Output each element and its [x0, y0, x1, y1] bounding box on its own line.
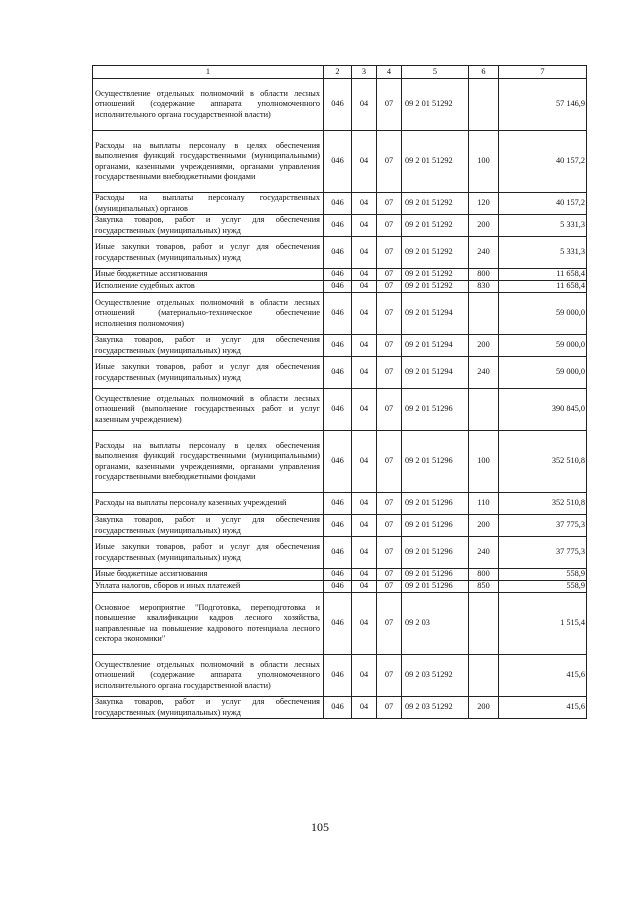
table-row — [93, 335, 587, 357]
row-code: 046 — [324, 593, 352, 655]
row-section: 04 — [352, 357, 377, 389]
row-expense-type: 200 — [469, 335, 499, 357]
row-expense-type — [469, 79, 499, 131]
row-code: 046 — [324, 537, 352, 569]
row-subsection: 07 — [377, 357, 402, 389]
header-col-5: 5 — [402, 66, 469, 79]
row-name: Закупка товаров, работ и услуг для обеспечения государственных (муниципальных) нужд — [93, 335, 324, 357]
row-code: 046 — [324, 493, 352, 515]
row-subsection: 07 — [377, 237, 402, 269]
row-section: 04 — [352, 515, 377, 537]
row-article: 09 2 03 51292 — [402, 655, 469, 697]
row-article: 09 2 01 51296 — [402, 581, 469, 593]
table-row — [93, 593, 587, 655]
row-code: 046 — [324, 293, 352, 335]
table-row — [93, 281, 587, 293]
row-name: Основное мероприятие "Подготовка, переподготовка и повышение квалификации кадров лесного хозяйства, направленные на повышение кадрового потенциала лесного сектора экономики" — [93, 593, 324, 655]
row-name: Закупка товаров, работ и услуг для обеспечения государственных (муниципальных) нужд — [93, 697, 324, 719]
row-expense-type: 110 — [469, 493, 499, 515]
row-section: 04 — [352, 293, 377, 335]
row-expense-type — [469, 293, 499, 335]
table-row — [93, 293, 587, 335]
row-subsection: 07 — [377, 431, 402, 493]
row-code: 046 — [324, 357, 352, 389]
row-sum: 415,6 — [499, 655, 587, 697]
row-article: 09 2 01 51294 — [402, 357, 469, 389]
row-code: 046 — [324, 431, 352, 493]
table-header — [93, 66, 587, 79]
header-col-3: 3 — [352, 66, 377, 79]
row-code: 046 — [324, 569, 352, 581]
table-row — [93, 237, 587, 269]
row-section: 04 — [352, 431, 377, 493]
row-subsection: 07 — [377, 655, 402, 697]
row-sum: 11 658,4 — [499, 269, 587, 281]
row-name: Иные закупки товаров, работ и услуг для обеспечения государственных (муниципальных) нужд — [93, 237, 324, 269]
row-article: 09 2 03 — [402, 593, 469, 655]
row-expense-type: 200 — [469, 215, 499, 237]
table-row — [93, 655, 587, 697]
row-name: Расходы на выплаты персоналу в целях обеспечения выполнения функций государственными (муниципальными) органами, казенными учреждениями, органами управления государственными внебюджетными фондами — [93, 431, 324, 493]
row-code: 046 — [324, 281, 352, 293]
row-sum: 37 775,3 — [499, 515, 587, 537]
table-row — [93, 389, 587, 431]
row-subsection: 07 — [377, 569, 402, 581]
row-name: Расходы на выплаты персоналу в целях обеспечения выполнения функций государственными (муниципальными) органами, казенными учреждениями, органами управления государственными внебюджетными фондами — [93, 131, 324, 193]
row-subsection: 07 — [377, 389, 402, 431]
row-section: 04 — [352, 193, 377, 215]
table-row — [93, 581, 587, 593]
row-name: Расходы на выплаты персоналу государственных (муниципальных) органов — [93, 193, 324, 215]
row-sum: 37 775,3 — [499, 537, 587, 569]
row-section: 04 — [352, 389, 377, 431]
row-article: 09 2 01 51292 — [402, 131, 469, 193]
table-row — [93, 537, 587, 569]
row-section: 04 — [352, 493, 377, 515]
row-article: 09 2 01 51292 — [402, 237, 469, 269]
row-expense-type: 200 — [469, 515, 499, 537]
table-row — [93, 697, 587, 719]
row-name: Осуществление отдельных полномочий в области лесных отношений (содержание аппарата уполномоченного исполнительного органа государственной власти) — [93, 79, 324, 131]
header-col-4: 4 — [377, 66, 402, 79]
row-subsection: 07 — [377, 293, 402, 335]
row-section: 04 — [352, 335, 377, 357]
row-subsection: 07 — [377, 269, 402, 281]
row-expense-type: 100 — [469, 431, 499, 493]
row-article: 09 2 03 51292 — [402, 697, 469, 719]
row-sum: 59 000,0 — [499, 335, 587, 357]
row-name: Уплата налогов, сборов и иных платежей — [93, 581, 324, 593]
row-name: Осуществление отдельных полномочий в области лесных отношений (выполнение государственных работ и услуг казенным учреждением) — [93, 389, 324, 431]
header-col-7: 7 — [499, 66, 587, 79]
row-article: 09 2 01 51292 — [402, 193, 469, 215]
row-subsection: 07 — [377, 537, 402, 569]
row-article: 09 2 01 51296 — [402, 389, 469, 431]
row-article: 09 2 01 51296 — [402, 515, 469, 537]
row-article: 09 2 01 51294 — [402, 293, 469, 335]
row-expense-type: 240 — [469, 237, 499, 269]
row-code: 046 — [324, 215, 352, 237]
row-section: 04 — [352, 655, 377, 697]
row-code: 046 — [324, 131, 352, 193]
row-sum: 40 157,2 — [499, 193, 587, 215]
table-row — [93, 357, 587, 389]
row-code: 046 — [324, 389, 352, 431]
row-article: 09 2 01 51292 — [402, 281, 469, 293]
row-code: 046 — [324, 655, 352, 697]
table-row — [93, 431, 587, 493]
row-subsection: 07 — [377, 281, 402, 293]
row-code: 046 — [324, 269, 352, 281]
row-expense-type: 240 — [469, 357, 499, 389]
row-article: 09 2 01 51292 — [402, 215, 469, 237]
row-article: 09 2 01 51296 — [402, 431, 469, 493]
row-sum: 390 845,0 — [499, 389, 587, 431]
header-col-1: 1 — [93, 66, 324, 79]
row-section: 04 — [352, 697, 377, 719]
row-article: 09 2 01 51294 — [402, 335, 469, 357]
row-subsection: 07 — [377, 493, 402, 515]
row-sum: 558,9 — [499, 581, 587, 593]
row-name: Исполнение судебных актов — [93, 281, 324, 293]
row-sum: 1 515,4 — [499, 593, 587, 655]
budget-table — [92, 65, 587, 719]
table-row — [93, 79, 587, 131]
row-expense-type: 800 — [469, 269, 499, 281]
row-expense-type — [469, 389, 499, 431]
row-expense-type: 100 — [469, 131, 499, 193]
table-row — [93, 269, 587, 281]
row-section: 04 — [352, 581, 377, 593]
row-article: 09 2 01 51292 — [402, 79, 469, 131]
row-name: Осуществление отдельных полномочий в области лесных отношений (содержание аппарата уполномоченного исполнительного органа государственной власти) — [93, 655, 324, 697]
row-subsection: 07 — [377, 515, 402, 537]
table-row — [93, 515, 587, 537]
row-section: 04 — [352, 215, 377, 237]
row-expense-type: 240 — [469, 537, 499, 569]
row-code: 046 — [324, 79, 352, 131]
row-section: 04 — [352, 569, 377, 581]
row-expense-type: 850 — [469, 581, 499, 593]
row-sum: 5 331,3 — [499, 215, 587, 237]
row-sum: 59 000,0 — [499, 293, 587, 335]
table-row — [93, 569, 587, 581]
row-sum: 352 510,8 — [499, 493, 587, 515]
table-body — [93, 79, 587, 719]
header-col-2: 2 — [324, 66, 352, 79]
row-code: 046 — [324, 581, 352, 593]
row-subsection: 07 — [377, 131, 402, 193]
row-section: 04 — [352, 281, 377, 293]
row-section: 04 — [352, 237, 377, 269]
row-section: 04 — [352, 79, 377, 131]
row-subsection: 07 — [377, 79, 402, 131]
row-name: Расходы на выплаты персоналу казенных учреждений — [93, 493, 324, 515]
row-name: Иные закупки товаров, работ и услуг для обеспечения государственных (муниципальных) нужд — [93, 537, 324, 569]
row-expense-type: 830 — [469, 281, 499, 293]
page-number: 105 — [311, 820, 329, 834]
row-article: 09 2 01 51296 — [402, 493, 469, 515]
row-expense-type: 200 — [469, 697, 499, 719]
table-row — [93, 493, 587, 515]
row-code: 046 — [324, 237, 352, 269]
row-sum: 57 146,9 — [499, 79, 587, 131]
row-subsection: 07 — [377, 593, 402, 655]
row-article: 09 2 01 51292 — [402, 269, 469, 281]
row-sum: 59 000,0 — [499, 357, 587, 389]
row-subsection: 07 — [377, 193, 402, 215]
row-name: Закупка товаров, работ и услуг для обеспечения государственных (муниципальных) нужд — [93, 515, 324, 537]
row-name: Осуществление отдельных полномочий в области лесных отношений (материально-техническое обеспечение исполнения полномочия) — [93, 293, 324, 335]
header-row — [93, 66, 587, 79]
table-row — [93, 193, 587, 215]
row-expense-type — [469, 655, 499, 697]
row-sum: 352 510,8 — [499, 431, 587, 493]
row-code: 046 — [324, 193, 352, 215]
row-code: 046 — [324, 335, 352, 357]
row-section: 04 — [352, 593, 377, 655]
row-expense-type — [469, 593, 499, 655]
row-subsection: 07 — [377, 215, 402, 237]
row-sum: 415,6 — [499, 697, 587, 719]
row-subsection: 07 — [377, 335, 402, 357]
row-expense-type: 800 — [469, 569, 499, 581]
row-section: 04 — [352, 131, 377, 193]
row-sum: 5 331,3 — [499, 237, 587, 269]
row-sum: 40 157,2 — [499, 131, 587, 193]
row-name: Закупка товаров, работ и услуг для обеспечения государственных (муниципальных) нужд — [93, 215, 324, 237]
row-article: 09 2 01 51296 — [402, 569, 469, 581]
row-section: 04 — [352, 537, 377, 569]
row-article: 09 2 01 51296 — [402, 537, 469, 569]
row-section: 04 — [352, 269, 377, 281]
row-name: Иные закупки товаров, работ и услуг для обеспечения государственных (муниципальных) нужд — [93, 357, 324, 389]
row-subsection: 07 — [377, 581, 402, 593]
row-code: 046 — [324, 697, 352, 719]
header-col-6: 6 — [469, 66, 499, 79]
table-row — [93, 131, 587, 193]
row-name: Иные бюджетные ассигнования — [93, 569, 324, 581]
row-subsection: 07 — [377, 697, 402, 719]
row-expense-type: 120 — [469, 193, 499, 215]
row-sum: 11 658,4 — [499, 281, 587, 293]
row-name: Иные бюджетные ассигнования — [93, 269, 324, 281]
row-sum: 558,9 — [499, 569, 587, 581]
row-code: 046 — [324, 515, 352, 537]
table-row — [93, 215, 587, 237]
